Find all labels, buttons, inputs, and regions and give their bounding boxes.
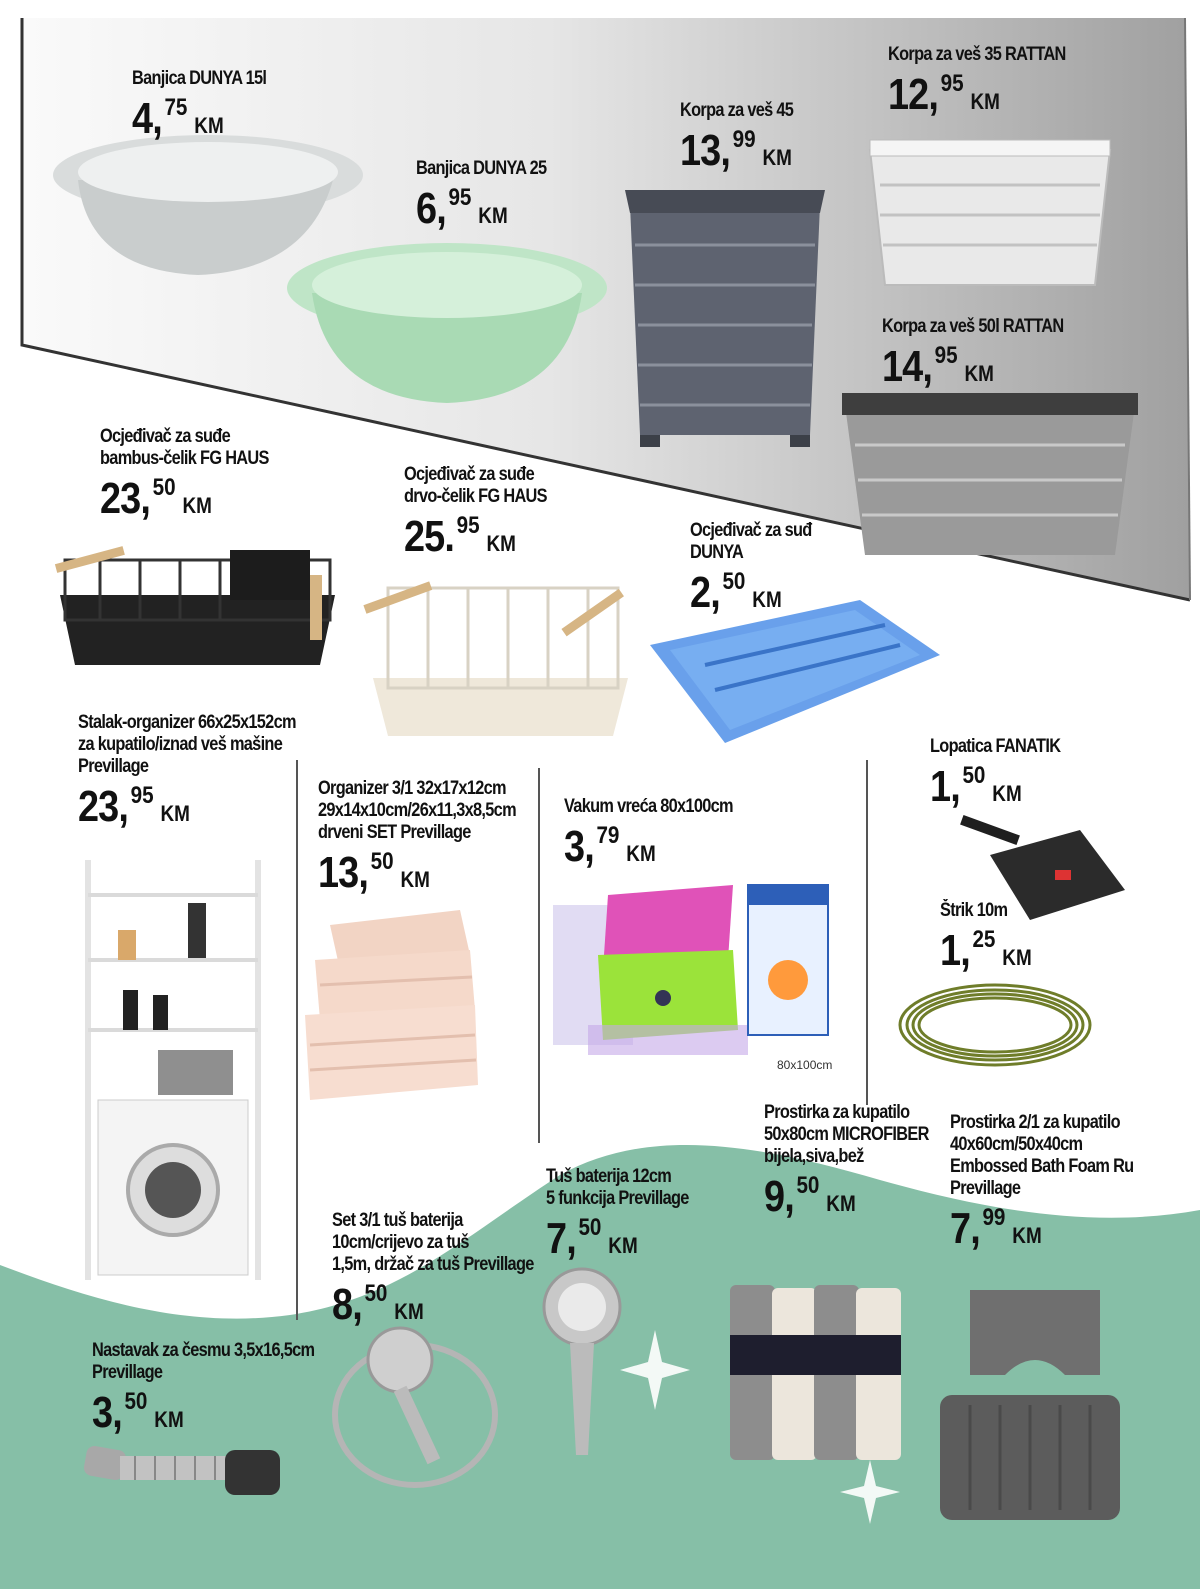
product-korpa-45 — [680, 100, 812, 176]
product-name: Prostirka 2/1 za kupatilo 40x60cm/50x40cm Embossed Bath Foam Ru Previllage — [950, 1112, 1134, 1199]
gray-laundry-basket-image — [840, 385, 1140, 560]
product-banjica-15 — [132, 68, 288, 144]
product-price: 4,75KM — [132, 94, 224, 143]
product-shower-set — [332, 1210, 566, 1330]
product-korpa-35-rattan — [888, 44, 1095, 120]
column-divider — [296, 760, 298, 1320]
product-name: Korpa za veš 35 RATTAN — [888, 44, 1066, 65]
product-price: 3,50KM — [92, 1388, 184, 1437]
product-price: 2,50KM — [690, 568, 782, 617]
product-dish-rack-bamboo — [100, 426, 296, 524]
product-name: Organizer 3/1 32x17x12cm 29x14x10cm/26x11,3x8,5cm drveni SET Previllage — [318, 778, 516, 843]
product-name: Stalak-organizer 66x25x152cm za kupatilo/iznad veš mašine Previllage — [78, 712, 296, 777]
product-bath-mat-microfiber — [764, 1102, 956, 1222]
pink-wooden-crates-image — [300, 905, 485, 1105]
product-name: Ocjeđivač za suđe drvo-čelik FG HAUS — [404, 464, 547, 507]
product-name: Banjica DUNYA 15l — [132, 68, 267, 89]
vacuum-bag-size-caption: 80x100cm — [777, 1058, 833, 1072]
product-price: 7,99KM — [950, 1204, 1042, 1253]
clothesline-coil-image — [895, 975, 1095, 1075]
microfiber-bath-mats-image — [725, 1280, 910, 1465]
product-vacuum-bag — [564, 796, 760, 872]
product-name: Ocjeđivač za suđe bambus-čelik FG HAUS — [100, 426, 269, 469]
product-price: 14,95KM — [882, 342, 994, 391]
column-divider — [866, 760, 868, 1105]
product-name: Tuš baterija 12cm 5 funkcija Previllage — [546, 1166, 689, 1209]
product-name: Štrik 10m — [940, 900, 1008, 921]
product-price: 9,50KM — [764, 1172, 856, 1221]
product-price: 6,95KM — [416, 184, 508, 233]
vacuum-bags-image — [548, 880, 838, 1070]
gray-foam-bath-mats-image — [935, 1285, 1130, 1525]
product-name: Ocjeđivač za suđ DUNYA — [690, 520, 812, 563]
product-faucet-extender — [92, 1340, 351, 1438]
product-name: Nastavak za česmu 3,5x16,5cm Previllage — [92, 1340, 315, 1383]
product-price: 13,50KM — [318, 848, 430, 897]
product-price: 1,25KM — [940, 926, 1032, 975]
shower-set-image — [330, 1320, 500, 1490]
product-price: 25.95KM — [404, 512, 516, 561]
product-price: 23,50KM — [100, 474, 212, 523]
product-bath-mat-set — [950, 1112, 1163, 1254]
product-name: Korpa za veš 45 — [680, 100, 794, 121]
product-name: Prostirka za kupatilo 50x80cm MICROFIBER bijela,siva,bež — [764, 1102, 929, 1167]
product-name: Vakum vreća 80x100cm — [564, 796, 733, 817]
black-dish-rack-image — [50, 535, 345, 670]
product-korpa-50-rattan — [882, 316, 1093, 392]
product-name: Lopatica FANATIK — [930, 736, 1061, 757]
product-cutlery-tray-dunya — [690, 520, 831, 618]
faucet-extender-image — [80, 1438, 285, 1503]
product-shelf-organizer — [78, 712, 331, 832]
green-basin-image — [282, 238, 612, 408]
white-dish-rack-image — [358, 568, 648, 738]
product-price: 1,50KM — [930, 762, 1022, 811]
product-dish-rack-wood — [404, 464, 570, 562]
product-name: Set 3/1 tuš baterija 10cm/crijevo za tuš 1,5m, držač za tuš Previllage — [332, 1210, 534, 1275]
product-price: 7,50KM — [546, 1214, 638, 1263]
product-price: 12,95KM — [888, 70, 1000, 119]
product-price: 3,79KM — [564, 822, 656, 871]
product-dustpan-fanatik — [930, 736, 1082, 812]
product-price: 13,99KM — [680, 126, 792, 175]
product-wooden-organizer-set — [318, 778, 548, 898]
product-banjica-25 — [416, 158, 568, 234]
product-price: 23,95KM — [78, 782, 190, 831]
white-laundry-basket-image — [865, 135, 1115, 295]
product-clothesline — [940, 900, 1047, 976]
product-name: Banjica DUNYA 25 — [416, 158, 547, 179]
over-washer-shelf-image — [78, 855, 268, 1285]
product-price: 8,50KM — [332, 1280, 424, 1329]
gray-hamper-image — [620, 185, 830, 450]
product-name: Korpa za veš 50l RATTAN — [882, 316, 1064, 337]
product-shower-head — [546, 1166, 712, 1264]
